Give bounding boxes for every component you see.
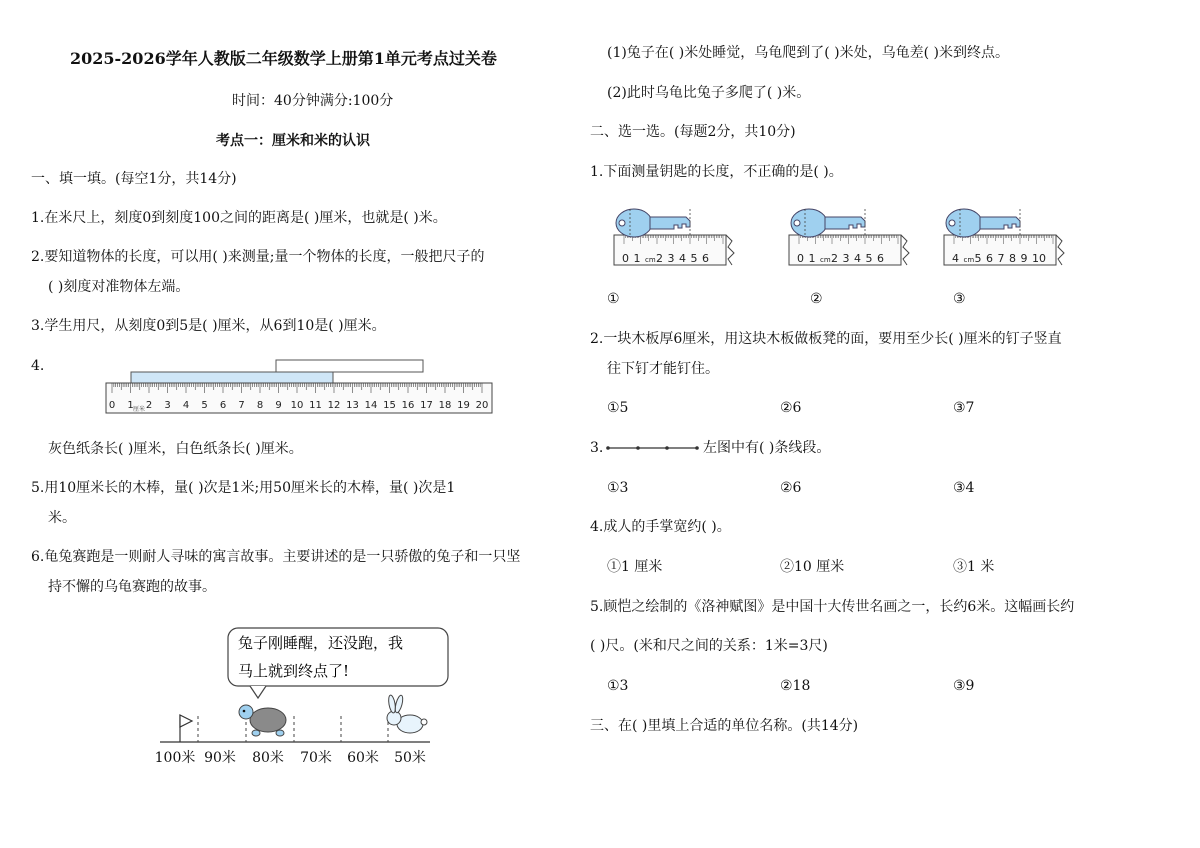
key-ruler-number: 8 (1009, 252, 1016, 265)
p2-q3-text: 左图中有( )条线段。 (703, 440, 831, 456)
ruler-number: 12 (327, 400, 341, 411)
p2-q3-number: 3. (590, 440, 604, 456)
key-ruler-number: 6 (986, 252, 993, 265)
ruler-figure (100, 355, 500, 420)
key-ruler-number: 3 (842, 252, 850, 265)
ruler-number: 0 (108, 400, 116, 411)
p2-q3-opt2: ②6 (780, 480, 802, 496)
p2-q4-opt2: ②10 厘米 (780, 559, 845, 575)
p1-q6-sub2: (2)此时乌龟比兔子多爬了( )米。 (607, 85, 811, 101)
key-ruler-number: 1 (633, 252, 641, 265)
ruler-number: 14 (364, 400, 378, 411)
p2-q5-line1: 5.顾恺之绘制的《洛神赋图》是中国十大传世名画之一，长约6米。这幅画长约 (590, 599, 1075, 615)
key-ruler-number: 2 (831, 252, 838, 265)
track-label: 90米 (204, 750, 236, 766)
p2-q1: 1.下面测量钥匙的长度，不正确的是( )。 (590, 164, 843, 180)
race-figure (150, 620, 460, 770)
ruler-number: 5 (201, 400, 208, 411)
ruler-number: 7 (238, 400, 245, 411)
rabbit-icon (387, 695, 427, 733)
p2-q4-opt1: ①1 厘米 (607, 559, 663, 575)
ruler-number: 17 (420, 400, 433, 411)
key-ruler-number: 4 (854, 252, 861, 265)
ruler-number: 13 (346, 400, 359, 411)
key-ruler-group (614, 209, 734, 265)
section-title: 考点一：厘米和米的认识 (216, 133, 370, 149)
bubble-line2: 马上就到终点了! (238, 662, 350, 680)
key-ruler-number: 0 (797, 252, 804, 265)
p1-q2-line2: ( )刻度对准物体左端。 (48, 279, 190, 295)
key-ruler-number: cm (645, 256, 656, 264)
segment-figure (605, 440, 705, 456)
time-line: 时间：40分钟满分:100分 (232, 93, 394, 109)
p2-q2-line1: 2.一块木板厚6厘米，用这块木板做板凳的面，要用至少长( )厘米的钉子竖直 (590, 331, 1062, 347)
p1-q4-text: 灰色纸条长( )厘米，白色纸条长( )厘米。 (48, 441, 303, 457)
ruler-number: 6 (219, 400, 227, 411)
ruler-number: 1 (127, 400, 134, 411)
p1-q3: 3.学生用尺，从刻度0到5是( )厘米，从6到10是( )厘米。 (31, 318, 386, 334)
ruler-number: 11 (309, 400, 322, 411)
ruler-number: 20 (475, 400, 489, 411)
ruler-number: 9 (275, 400, 282, 411)
p2-q2-opt3: ③7 (953, 400, 975, 416)
part3-heading: 三、在( )里填上合适的单位名称。(共14分) (590, 718, 859, 734)
white-paper-strip (276, 360, 423, 372)
track-label: 80米 (252, 750, 284, 766)
track-label: 70米 (300, 750, 332, 766)
p2-q5-opt2: ②18 (780, 678, 811, 694)
bubble-line1: 兔子刚睡醒，还没跑，我 (238, 634, 404, 652)
ruler-number: 19 (457, 400, 470, 411)
ruler-number: 18 (438, 400, 452, 411)
p2-q3-opt1: ①3 (607, 480, 629, 496)
turtle-icon (239, 705, 286, 736)
gray-paper-strip (131, 372, 333, 383)
key-measure-figure (610, 205, 1070, 270)
track-label: 100米 (154, 750, 196, 766)
p2-q5-opt1: ①3 (607, 678, 629, 694)
p1-q6-line1: 6.龟兔赛跑是一则耐人寻味的寓言故事。主要讲述的是一只骄傲的兔子和一只坚 (31, 549, 521, 565)
key-ruler-number: 3 (667, 252, 675, 265)
key-ruler-group (789, 209, 909, 265)
p2-q4-opt3: ③1 米 (953, 559, 995, 575)
track-label: 50米 (394, 750, 426, 766)
p2-q1-opt3: ③ (953, 291, 966, 307)
ruler-number: 4 (182, 400, 190, 411)
key-ruler-number: 10 (1032, 252, 1046, 265)
key-ruler-number: 4 (679, 252, 686, 265)
ruler-number: 2 (145, 400, 153, 411)
p2-q2-opt1: ①5 (607, 400, 629, 416)
key-ruler-number: 5 (974, 252, 982, 265)
key-ruler-number: cm (820, 256, 831, 264)
p1-q5-line2: 米。 (48, 510, 76, 526)
ruler-number: 8 (256, 400, 264, 411)
key-ruler-number: 5 (690, 252, 698, 265)
key-ruler-number: 6 (877, 252, 884, 265)
finish-flag-icon (180, 715, 192, 727)
key-ruler-number: cm (963, 256, 975, 264)
p2-q4: 4.成人的手掌宽约( )。 (590, 519, 731, 535)
p2-q5-opt3: ③9 (953, 678, 975, 694)
p1-q2-line1: 2.要知道物体的长度，可以用( )来测量;量一个物体的长度，一般把尺子的 (31, 249, 485, 265)
part1-heading: 一、填一填。(每空1分，共14分) (31, 171, 237, 187)
key-ruler-number: 1 (808, 252, 816, 265)
ruler-number: 16 (401, 400, 415, 411)
key-ruler-number: 9 (1020, 252, 1028, 265)
p1-q5-line1: 5.用10厘米长的木棒，量( )次是1米;用50厘米长的木棒，量( )次是1 (31, 480, 456, 496)
p1-q6-line2: 持不懈的乌龟赛跑的故事。 (48, 579, 216, 595)
track-label: 60米 (347, 750, 379, 766)
key-ruler-number: 6 (702, 252, 709, 265)
key-ruler-number: 4 (952, 252, 959, 265)
ruler-number: 3 (164, 400, 171, 411)
p2-q3-opt3: ③4 (953, 480, 975, 496)
key-ruler-number: 5 (865, 252, 873, 265)
key-ruler-group (944, 209, 1064, 265)
key-ruler-number: 7 (997, 252, 1005, 265)
bubble-tail (250, 686, 266, 698)
p2-q5-line2: ( )尺。(米和尺之间的关系：1米=3尺) (590, 638, 828, 654)
ruler-number: 15 (383, 400, 396, 411)
ruler-number: 10 (290, 400, 304, 411)
p1-q4-number: 4. (31, 358, 45, 374)
p2-q1-opt2: ② (810, 291, 823, 307)
key-ruler-number: 0 (622, 252, 629, 265)
p1-q1: 1.在米尺上，刻度0到刻度100之间的距离是( )厘米，也就是( )米。 (31, 210, 447, 226)
p2-q2-line2: 往下钉才能钉住。 (607, 361, 719, 377)
p2-q2-opt2: ②6 (780, 400, 802, 416)
p2-q1-opt1: ① (607, 291, 620, 307)
p1-q6-sub1: (1)兔子在( )米处睡觉，乌龟爬到了( )米处，乌龟差( )米到终点。 (607, 45, 1009, 61)
ruler-unit-label: 厘米 (133, 406, 146, 413)
page-title: 2025-2026学年人教版二年级数学上册第1单元考点过关卷 (70, 49, 497, 68)
key-ruler-number: 2 (656, 252, 663, 265)
part2-heading: 二、选一选。(每题2分，共10分) (590, 124, 796, 140)
